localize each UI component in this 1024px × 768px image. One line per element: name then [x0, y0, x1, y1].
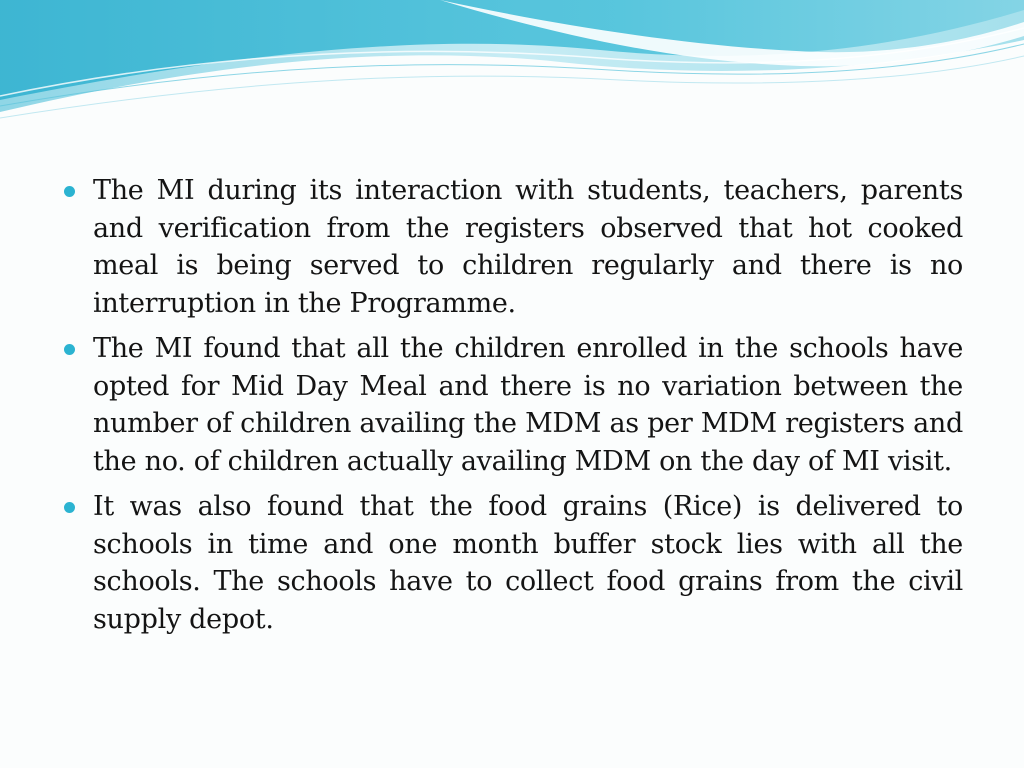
bullet-item: [64, 172, 963, 322]
bullet-dot-icon: [64, 502, 75, 513]
bullet-text: The MI during its interaction with students, teachers, parents and verification from the registers observed that hot cooked meal is being served to children regularly and there is no interruption in the Programme.: [93, 175, 963, 319]
bullet-dot-icon: [64, 186, 75, 197]
header-wave-decoration: [0, 0, 1024, 130]
bullet-text: The MI found that all the children enrolled in the schools have opted for Mid Day Meal and there is no variation between the number of children availing the MDM as per MDM registers and the no. of children actually availing MDM on the day of MI visit.: [93, 333, 963, 477]
bullet-item: [64, 330, 963, 480]
bullet-text: It was also found that the food grains (Rice) is delivered to schools in time and one month buffer stock lies with all the schools. The schools have to collect food grains from the civil supply depot.: [93, 491, 963, 635]
bullet-item: [64, 488, 963, 638]
bullet-list: [64, 172, 963, 638]
slide-content: [64, 172, 963, 732]
bullet-dot-icon: [64, 344, 75, 355]
